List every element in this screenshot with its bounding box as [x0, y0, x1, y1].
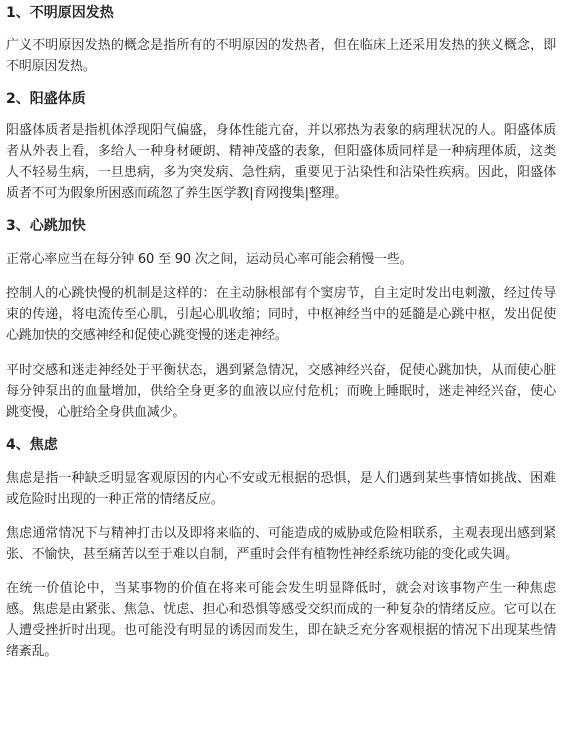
paragraph-nerve-balance: 平时交感和迷走神经处于平衡状态，遇到紧急情况，交感神经兴奋，促使心跳加快，从而使心脏每分钟泵出的血量增加，供给全身更多的血液以应付危机；而晚上睡眠时，迷走神经兴奋，使心跳变慢，心脏给全身供血减少。: [6, 363, 556, 420]
article-body: [0, 3, 562, 662]
paragraph-yang-constitution: 阳盛体质者是指机体浮现阳气偏盛，身体性能亢奋，并以邪热为表象的病理状况的人。阳盛体质者从外表上看，多给人一种身材硬朗、精神茂盛的表象，但阳盛体质同样是一种病理体质，这类人不轻易生病，一旦患病，多为突发病、急性病，重要见于沾染性和沾染性疾病。因此，阳盛体质者不可为假象所困惑而疏忽了养生医学教|育网搜集|整理。: [6, 123, 556, 201]
paragraph-fever-definition: 广义不明原因发热的概念是指所有的不明原因的发热者，但在临床上还采用发热的狭义概念，即不明原因发热。: [6, 38, 556, 74]
paragraph-anxiety-symptoms: 焦虑通常情况下与精神打击以及即将来临的、可能造成的威胁或危险相联系，主观表现出感到紧张、不愉快，甚至痛苦以至于难以自制，严重时会伴有植物性神经系统功能的变化或失调。: [6, 526, 556, 562]
paragraph-normal-heart-rate: 正常心率应当在每分钟 60 至 90 次之间，运动员心率可能会稍慢一些。: [6, 252, 413, 267]
section-heading-anxiety: 4、焦虑: [6, 437, 58, 453]
section-heading-fast-heartbeat: 3、心跳加快: [6, 218, 86, 234]
paragraph-anxiety-value-theory: 在统一价值论中，当某事物的价值在将来可能会发生明显降低时，就会对该事物产生一种焦虑感。焦虑是由紧张、焦急、忧虑、担心和恐惧等感受交织而成的一种复杂的情绪反应。它可以在人遭受挫折时出现。也可能没有明显的诱因而发生，即在缺乏充分客观根据的情况下出现某些情绪紊乱。: [6, 581, 556, 659]
paragraph-heartbeat-mechanism: 控制人的心跳快慢的机制是这样的：在主动脉根部有个窦房节，自主定时发出电刺激，经过传导束的传递，将电流传至心肌，引起心肌收缩；同时，中枢神经当中的延髓是心跳中枢，发出促使心跳加快的交感神经和促使心跳变慢的迷走神经。: [6, 286, 556, 343]
section-heading-yang-constitution: 2、阳盛体质: [6, 91, 86, 107]
section-heading-fever: 1、不明原因发热: [6, 5, 114, 21]
paragraph-anxiety-definition: 焦虑是指一种缺乏明显客观原因的内心不安或无根据的恐惧，是人们遇到某些事情如挑战、困难或危险时出现的一种正常的情绪反应。: [6, 471, 556, 507]
